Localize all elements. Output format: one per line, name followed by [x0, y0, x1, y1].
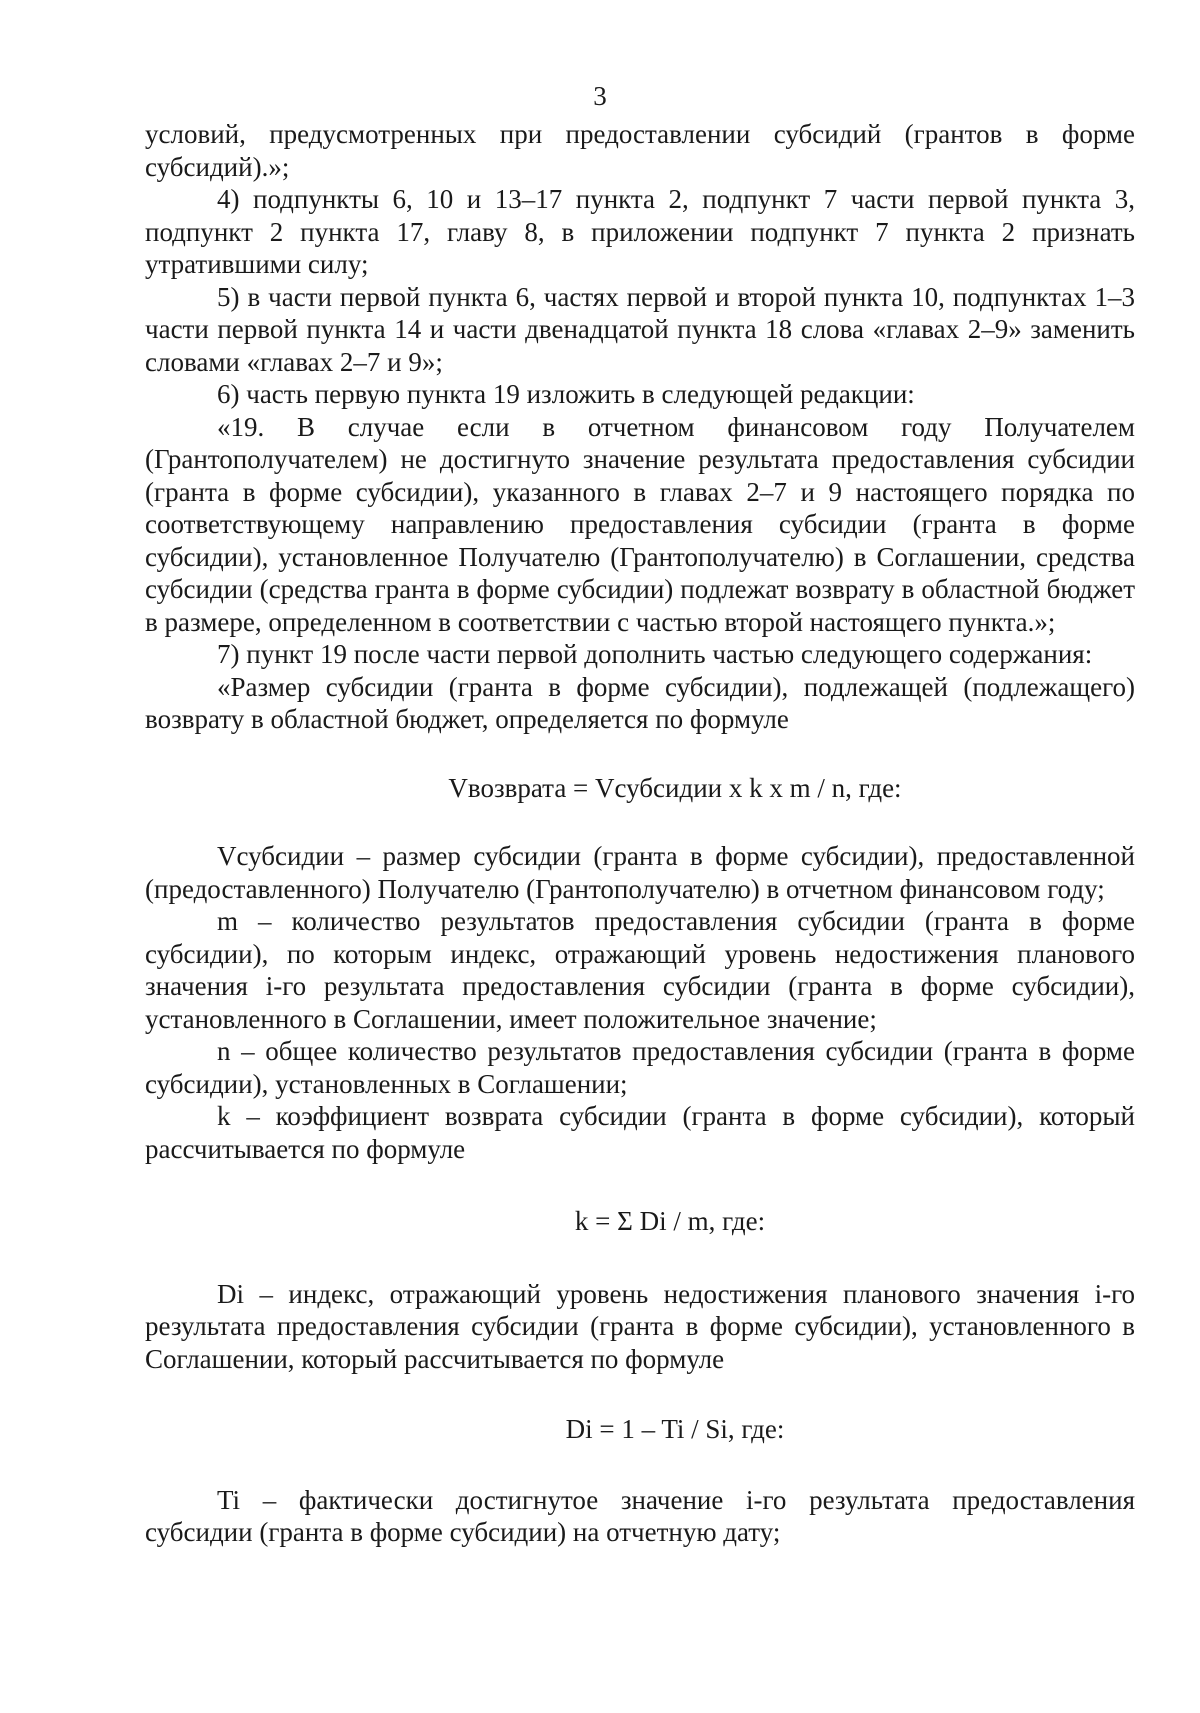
definition-m: m – количество результатов предоставления субсидии (гранта в форме субсидии), по которым индекс, отражающий уровень недостижения планового значения i-го результата предоставления субсидии (гранта в форме субсидии), установленного в Соглашении, имеет положительное значение; [145, 906, 1135, 1034]
paragraph-item-6: 6) часть первую пункта 19 изложить в следующей редакции: [217, 379, 915, 409]
paragraph-clause-19: «19. В случае если в отчетном финансовом году Получателем (Грантополучателем) не достигнуто значение результата предоставления субсидии (гранта в форме субсидии), указанного в главах 2–7 и 9 настоящего порядка по соответствующему направлению предоставления субсидии (гранта в форме субсидии), установленное Получателю (Грантополучателю) в Соглашении, средства субсидии (средства гранта в форме субсидии) подлежат возврату в областной бюджет в размере, определенном в соответствии с частью второй настоящего пункта.»; [145, 411, 1135, 637]
paragraph-continuation: условий, предусмотренных при предоставлении субсидий (грантов в форме субсидий).»; [145, 119, 1135, 182]
definition-k: k – коэффициент возврата субсидии (гранта в форме субсидии), который рассчитывается по формуле [145, 1101, 1135, 1164]
document-body [145, 118, 1135, 1549]
definition-di: Di – индекс, отражающий уровень недостижения планового значения i-го результата предоставления субсидии (гранта в форме субсидии), установленного в Соглашении, который рассчитывается по формуле [145, 1278, 1135, 1374]
page-number: 3 [593, 81, 607, 111]
formula-k: k = Σ Di / m, где: [574, 1206, 766, 1236]
definition-v-subsidy: Vсубсидии – размер субсидии (гранта в форме субсидии), предоставленной (предоставленного) Получателю (Грантополучателю) в отчетном финансовом году; [145, 841, 1135, 904]
formula-refund-amount: Vвозврата = Vсубсидии x k x m / n, где: [448, 772, 902, 803]
paragraph-refund-intro: «Размер субсидии (гранта в форме субсидии), подлежащей (подлежащего) возврату в областной бюджет, определяется по формуле [145, 671, 1135, 734]
definition-ti: Ti – фактически достигнутое значение i-го результата предоставления субсидии (гранта в форме субсидии) на отчетную дату; [145, 1484, 1135, 1547]
formula-di: Di = 1 – Ti / Si, где: [565, 1414, 785, 1444]
paragraph-item-4: 4) подпункты 6, 10 и 13–17 пункта 2, подпункт 7 части первой пункта 3, подпункт 2 пункта 17, главу 8, в приложении подпункт 7 пункта 2 признать утратившими силу; [145, 184, 1135, 279]
definition-n: n – общее количество результатов предоставления субсидии (гранта в форме субсидии), установленных в Соглашении; [145, 1036, 1135, 1099]
paragraph-item-7: 7) пункт 19 после части первой дополнить частью следующего содержания: [217, 639, 1093, 669]
paragraph-item-5: 5) в части первой пункта 6, частях первой и второй пункта 10, подпунктах 1–3 части первой пункта 14 и части двенадцатой пункта 18 слова «главах 2–9» заменить словами «главах 2–7 и 9»; [145, 281, 1135, 377]
